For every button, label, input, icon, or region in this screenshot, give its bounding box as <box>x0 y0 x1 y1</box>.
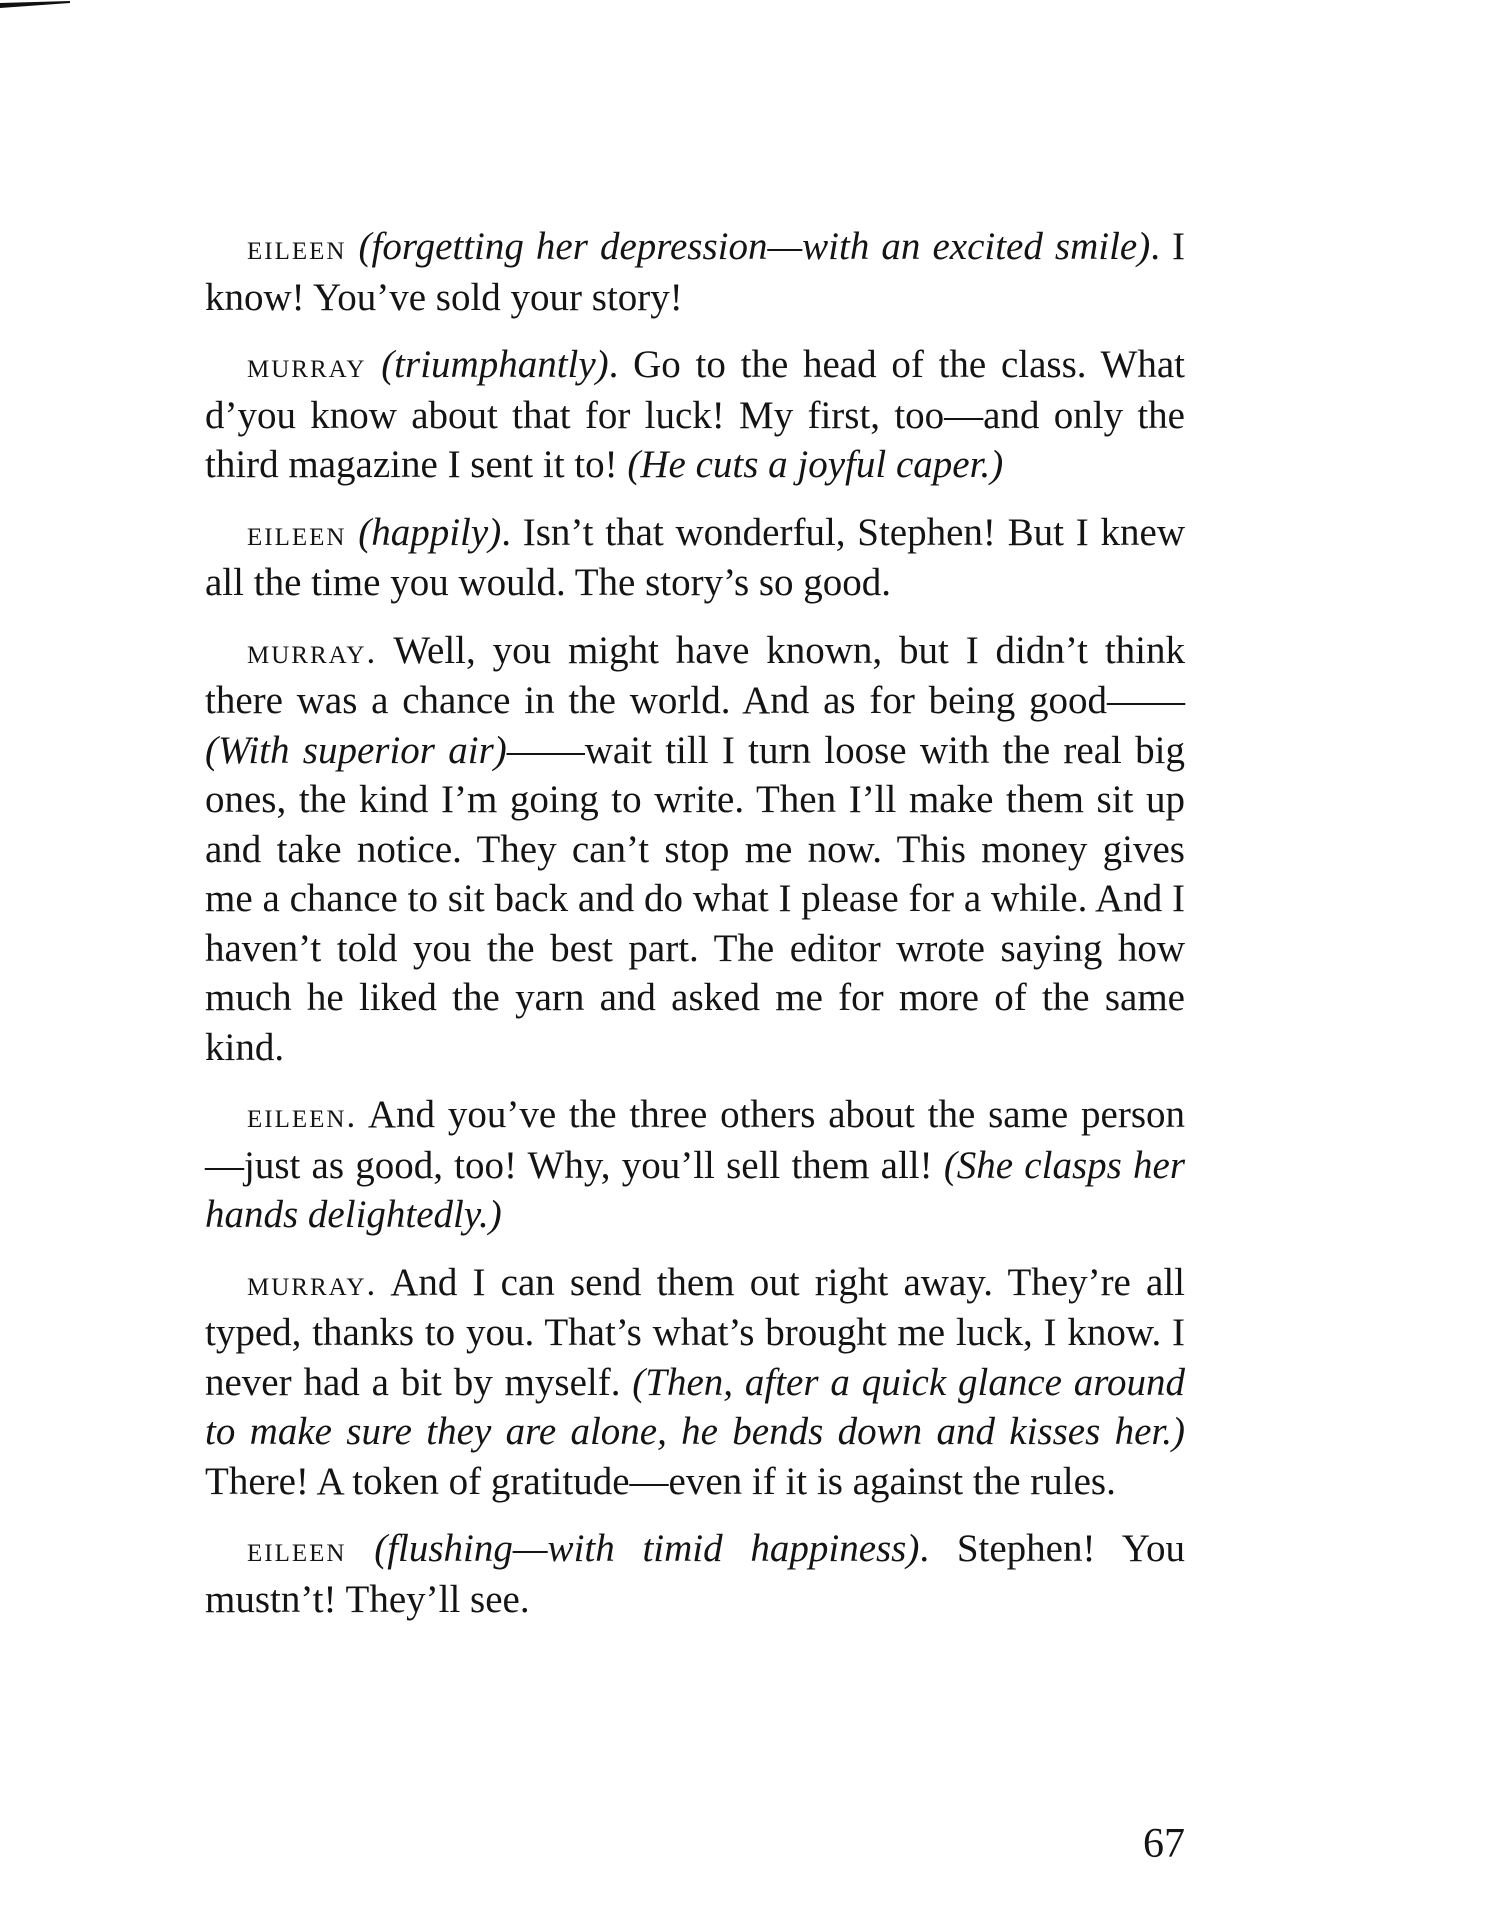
speech-7 <box>205 1524 1185 1624</box>
stage-direction: (He cuts a joyful caper.) <box>627 443 1004 486</box>
stage-direction: (flushing—with timid happiness) <box>374 1527 920 1570</box>
stage-direction: (triumphantly) <box>381 343 609 386</box>
speech-text <box>346 511 358 554</box>
speech-text: ——wait till I turn loose with the real big ones, the kind I’m going to write. Then I’ll make them sit up and take notice. They can’t stop me now. This money gives me a chance to sit back and do what I please for a while. And I haven’t told you the best part. The editor wrote saying how much he liked the yarn and asked me for more of the same kind. <box>205 728 1185 1069</box>
speaker-name: murray. <box>247 631 378 671</box>
speech-3 <box>205 508 1185 608</box>
stage-direction: (With superior air) <box>205 728 507 772</box>
speech-text: And you’ve the three others about the same person—just as good, too! Why, you’ll sell them all! <box>205 1093 1185 1187</box>
speech-4 <box>205 626 1185 1073</box>
speech-text: . Go to the head of the class. What d’you know about that for luck! My first, too—and only the third magazine I sent it to! <box>205 343 1185 486</box>
speech-text <box>346 1527 374 1570</box>
stage-direction: (forgetting her depression—with an excited smile) <box>358 225 1151 268</box>
speaker-name: eileen <box>247 513 347 553</box>
speech-1 <box>205 222 1185 322</box>
speech-text <box>346 225 358 268</box>
speech-text: There! A token of gratitude—even if it is against the rules. <box>205 1459 1116 1503</box>
speech-text: Well, you might have known, but I didn’t think there was a chance in the world. And as for being good—— <box>205 628 1185 722</box>
speaker-name: eileen <box>247 228 347 267</box>
speaker-name: eileen <box>247 1530 347 1569</box>
stage-direction: (She clasps her hands delightedly.) <box>205 1143 1185 1236</box>
speech-text <box>366 343 381 386</box>
speaker-name: murray <box>247 346 367 385</box>
stage-direction: (Then, after a quick glance around to make sure they are alone, he bends down and kisses her.) <box>205 1360 1185 1453</box>
speech-6 <box>205 1258 1185 1507</box>
scan-corner-mark <box>0 0 70 10</box>
speech-5 <box>205 1090 1185 1240</box>
speaker-name: murray. <box>247 1263 378 1303</box>
speaker-name: eileen. <box>247 1096 358 1135</box>
speech-text: . Isn’t that wonderful, Stephen! But I knew all the time you would. The story’s so good. <box>205 510 1185 604</box>
speech-text: And I can send them out right away. They’re all typed, thanks to you. That’s what’s brought me luck, I know. I never had a bit by myself. <box>205 1260 1185 1404</box>
play-text <box>205 222 1185 1642</box>
stage-direction: (happily) <box>358 510 502 554</box>
speech-text: . I know! You’ve sold your story! <box>205 225 1185 319</box>
speech-2 <box>205 340 1185 490</box>
page-number: 67 <box>1143 1821 1185 1867</box>
speech-text: . Stephen! You mustn’t! They’ll see. <box>205 1527 1185 1621</box>
